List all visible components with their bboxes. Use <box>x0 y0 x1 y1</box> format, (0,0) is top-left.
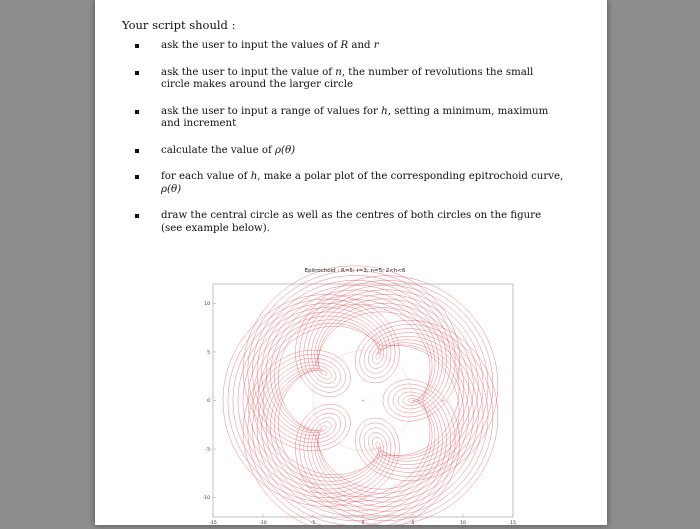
y-tick-label: 0 <box>207 399 210 405</box>
intro-text: Your script should : <box>122 18 236 32</box>
bullet-icon <box>135 149 139 153</box>
x-tick-label: 10 <box>460 521 466 525</box>
epitrochoid-figure <box>190 262 520 525</box>
epitrochoid-curve <box>228 271 493 525</box>
list-item: for each value of h, make a polar plot of the corresponding epitrochoid curve, ρ(θ) <box>135 171 565 196</box>
epitrochoid-curve <box>248 290 473 511</box>
x-tick-label: 0 <box>361 521 365 525</box>
y-tick-label: 10 <box>204 302 210 308</box>
epitrochoid-curve <box>253 295 469 506</box>
requirements-list <box>135 40 565 249</box>
x-tick-label: -10 <box>259 521 267 525</box>
y-tick-label: 5 <box>207 350 210 356</box>
bullet-icon <box>135 44 139 48</box>
list-item: draw the central circle as well as the centres of both circles on the figure (see example below). <box>135 210 565 235</box>
epitrochoid-plot <box>190 262 520 525</box>
large-circle-centre <box>362 400 364 402</box>
x-tick-label: -5 <box>310 521 316 525</box>
list-item: ask the user to input a range of values for h, setting a minimum, maximum and increment <box>135 106 565 131</box>
bullet-icon <box>135 110 139 114</box>
x-tick-label: -15 <box>209 521 217 525</box>
list-item: calculate the value of ρ(θ) <box>135 145 565 158</box>
small-circle-centre <box>442 400 444 402</box>
bullet-icon <box>135 175 139 179</box>
list-item: ask the user to input the values of R and r <box>135 40 565 53</box>
document-page <box>95 0 607 525</box>
chart-title: Epitrochoid : R=5; r=3; n=5; 2<h<6 <box>304 268 406 274</box>
list-item: ask the user to input the value of n, the number of revolutions the small circle makes around the larger circle <box>135 67 565 92</box>
y-tick-label: -10 <box>202 496 210 502</box>
y-tick-label: -5 <box>205 447 210 453</box>
x-tick-label: 5 <box>411 521 415 525</box>
epitrochoid-curve <box>233 276 488 525</box>
epitrochoid-curve <box>258 300 464 502</box>
bullet-icon <box>135 71 139 75</box>
bullet-icon <box>135 214 139 218</box>
epitrochoid-curve <box>263 304 459 496</box>
x-tick-label: 15 <box>510 521 516 525</box>
